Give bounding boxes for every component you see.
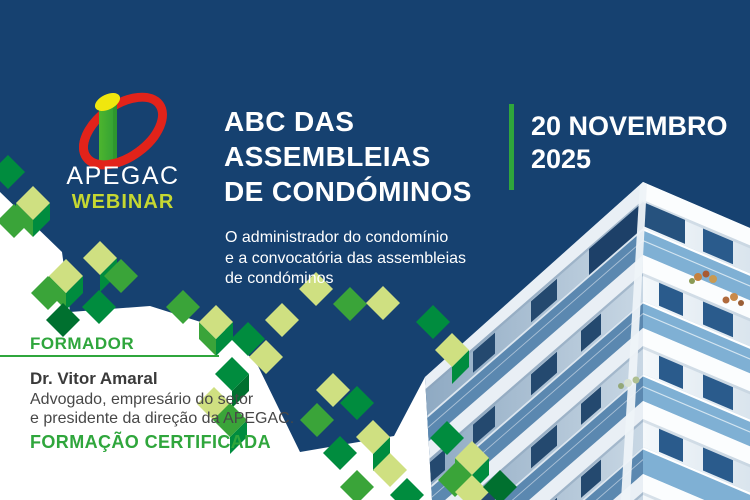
formador-heading: FORMADOR xyxy=(30,334,135,353)
event-date-line1: 20 NOVEMBRO xyxy=(531,111,728,141)
formador-bio-line2: e presidente da direção da APEGAC. xyxy=(30,410,295,427)
event-title xyxy=(224,104,472,209)
formador-bio xyxy=(30,390,294,428)
event-subtitle-line2: e a convocatória das assembleias xyxy=(225,249,467,267)
event-date-line2: 2025 xyxy=(531,144,592,174)
certification-label: FORMAÇÃO CERTIFICADA xyxy=(30,432,271,452)
event-subtitle xyxy=(225,228,466,290)
date-divider-line xyxy=(509,104,514,190)
formador-bio-line1: Advogado, empresário do setor xyxy=(30,391,254,408)
formador-name: Dr. Vitor Amaral xyxy=(30,369,158,388)
brand-program-label: WEBINAR xyxy=(71,191,175,213)
event-title-line1: ABC DAS xyxy=(224,106,355,137)
formador-underline xyxy=(0,355,219,357)
event-title-line2: ASSEMBLEIAS xyxy=(224,141,431,172)
event-title-line3: DE CONDÓMINOS xyxy=(224,176,472,207)
event-subtitle-line3: de condóminos xyxy=(225,270,334,287)
event-subtitle-line1: O administrador do condomínio xyxy=(225,229,449,246)
event-date xyxy=(531,110,728,176)
brand-name: APEGAC xyxy=(66,162,180,190)
